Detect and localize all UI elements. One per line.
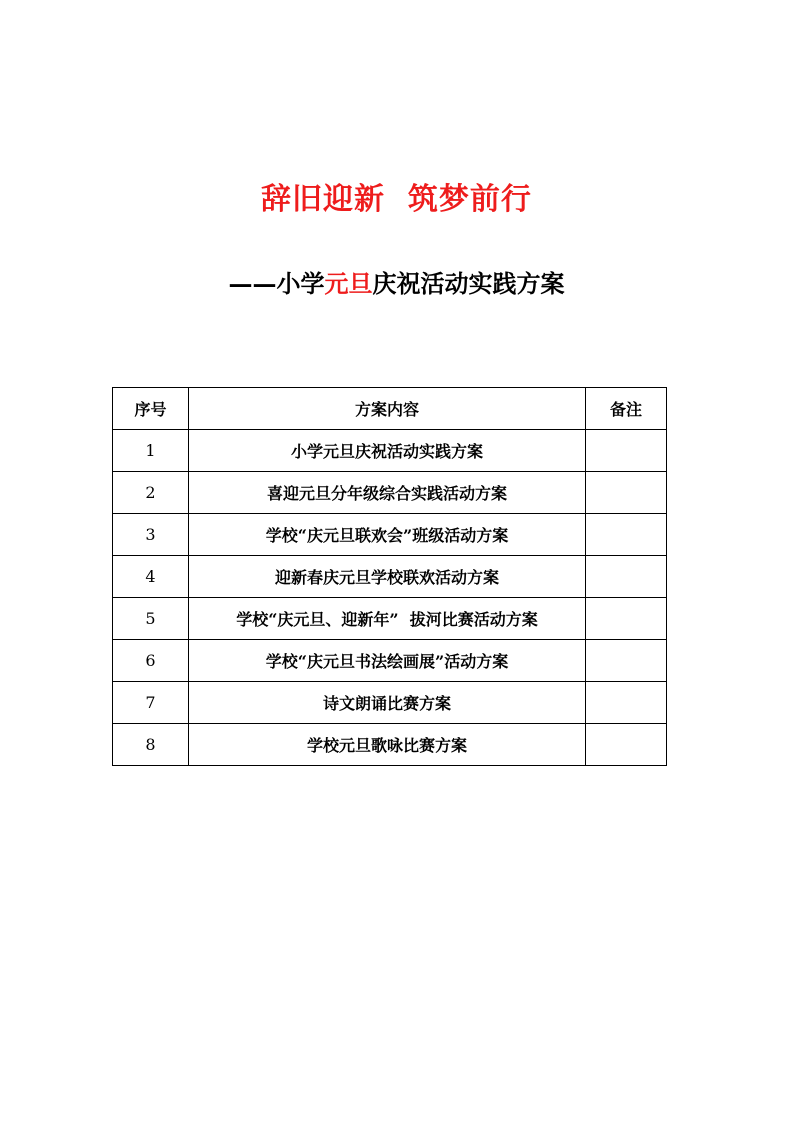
table-row (113, 724, 667, 766)
document-title-text: 辞旧迎新 筑梦前行 (261, 182, 532, 217)
row-number: 7 (113, 682, 189, 724)
subtitle-highlight: 元旦 (324, 269, 373, 298)
table-row (113, 472, 667, 514)
row-note (586, 724, 667, 766)
table-row (113, 640, 667, 682)
row-note (586, 598, 667, 640)
document-subtitle (0, 266, 793, 302)
row-note (586, 514, 667, 556)
table-header-row (113, 388, 667, 430)
table-row (113, 514, 667, 556)
row-number: 6 (113, 640, 189, 682)
table-row (113, 598, 667, 640)
table-row (113, 556, 667, 598)
header-content: 方案内容 (189, 388, 586, 430)
header-number: 序号 (113, 388, 189, 430)
row-note (586, 556, 667, 598)
row-content: 学校“庆元旦、迎新年” 拔河比赛活动方案 (189, 598, 586, 640)
row-content: 学校“庆元旦联欢会”班级活动方案 (189, 514, 586, 556)
subtitle-prefix: ——小学 (228, 269, 325, 298)
row-number: 5 (113, 598, 189, 640)
row-note (586, 430, 667, 472)
header-note: 备注 (586, 388, 667, 430)
row-number: 3 (113, 514, 189, 556)
row-content: 喜迎元旦分年级综合实践活动方案 (189, 472, 586, 514)
document-title (0, 180, 793, 220)
table-row (113, 430, 667, 472)
row-number: 2 (113, 472, 189, 514)
row-content: 学校元旦歌咏比赛方案 (189, 724, 586, 766)
row-content: 迎新春庆元旦学校联欢活动方案 (189, 556, 586, 598)
subtitle-suffix: 庆祝活动实践方案 (372, 269, 565, 298)
row-number: 1 (113, 430, 189, 472)
row-note (586, 682, 667, 724)
plan-table (112, 387, 667, 766)
row-note (586, 472, 667, 514)
row-number: 4 (113, 556, 189, 598)
row-number: 8 (113, 724, 189, 766)
table-row (113, 682, 667, 724)
row-content: 诗文朗诵比赛方案 (189, 682, 586, 724)
row-content: 学校“庆元旦书法绘画展”活动方案 (189, 640, 586, 682)
row-note (586, 640, 667, 682)
row-content: 小学元旦庆祝活动实践方案 (189, 430, 586, 472)
